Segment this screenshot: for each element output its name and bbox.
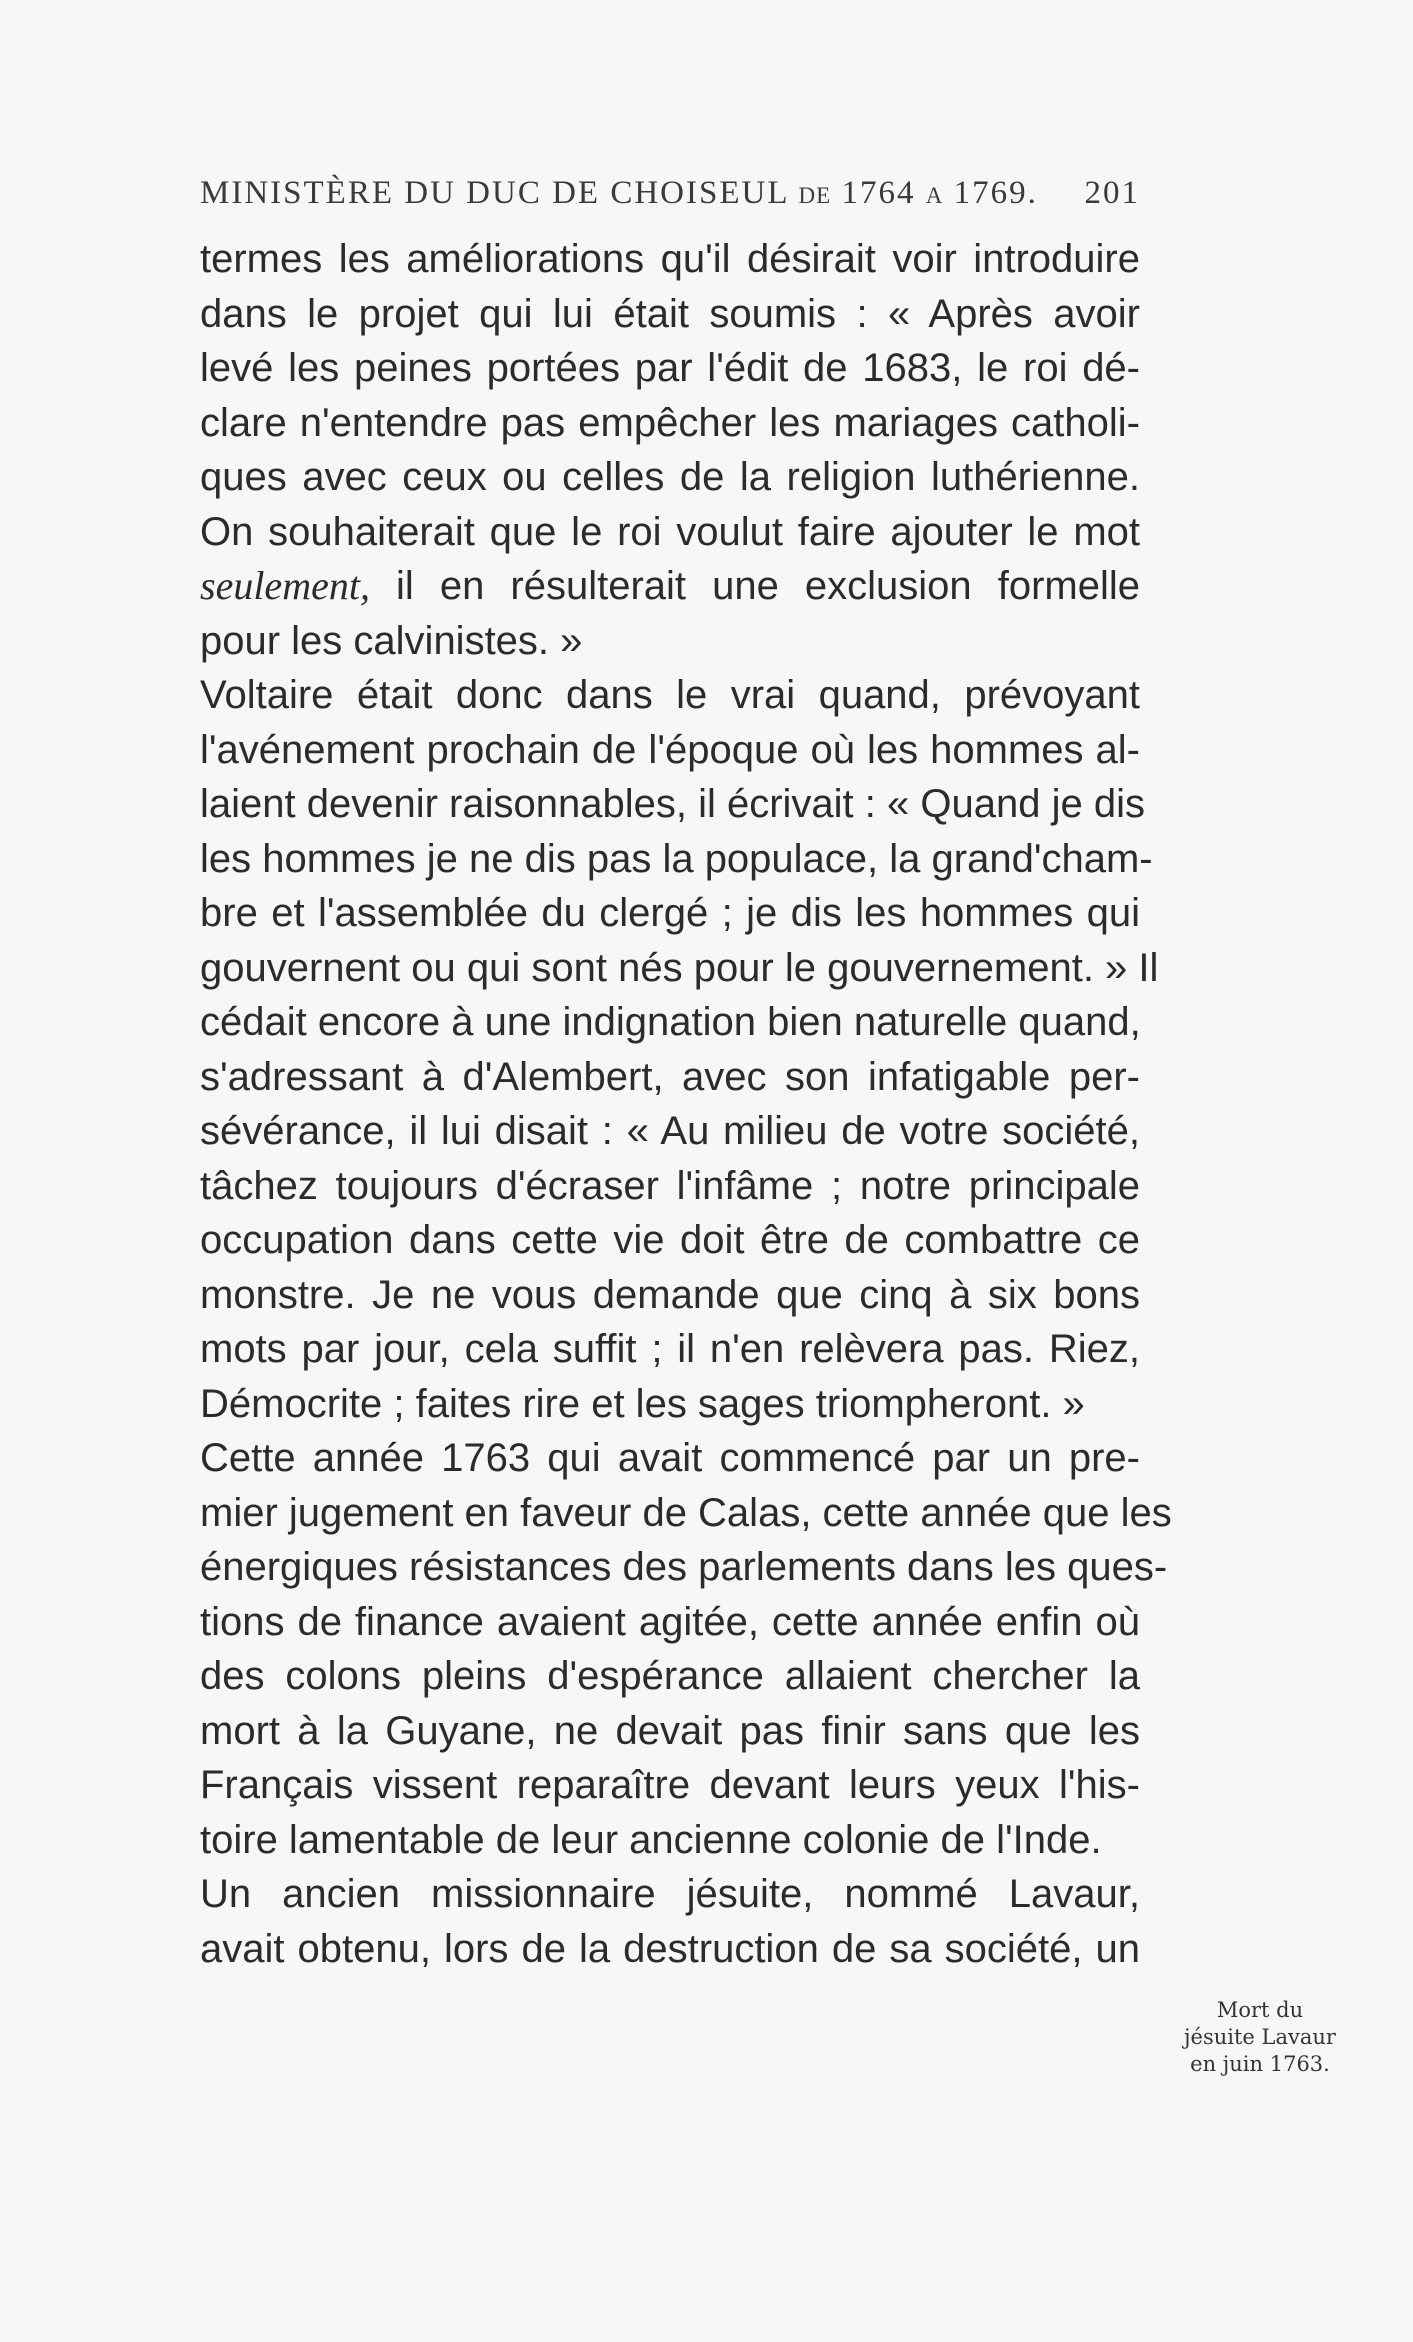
text-line-15: cédait encore à une indignation bien naturelle quand, bbox=[200, 1000, 1141, 1044]
text-line-28: mort à la Guyane, ne devait pas finir sans que les bbox=[200, 1708, 1140, 1753]
text-line-18: tâchez toujours d'écraser l'infâme ; notre principale bbox=[200, 1163, 1140, 1208]
text-line-6: On souhaiterait que le roi voulut faire ajouter le mot bbox=[200, 509, 1140, 554]
text-line-9: Voltaire était donc dans le vrai quand, prévoyant bbox=[200, 673, 1140, 717]
body-text bbox=[200, 232, 1172, 1976]
running-head bbox=[200, 175, 1140, 215]
text-line-24: mier jugement en faveur de Calas, cette année que les bbox=[200, 1490, 1172, 1535]
text-line-27: des colons pleins d'espérance allaient chercher la bbox=[200, 1654, 1140, 1698]
margin-note-line-3: en juin 1763. bbox=[1190, 2052, 1330, 2076]
margin-note bbox=[1160, 1997, 1360, 2078]
text-line-14: gouvernent ou qui sont nés pour le gouvernement. » Il bbox=[200, 945, 1159, 990]
text-line-11: laient devenir raisonnables, il écrivait : « Quand je dis bbox=[200, 782, 1145, 826]
running-head-a: A bbox=[925, 183, 944, 208]
text-line-10: l'avénement prochain de l'époque où les hommes al- bbox=[200, 727, 1140, 772]
text-line-12: les hommes je ne dis pas la populace, la grand'cham- bbox=[200, 836, 1153, 881]
page-number: 201 bbox=[1084, 175, 1140, 211]
text-line-7 bbox=[200, 559, 1140, 614]
text-line-1: termes les améliorations qu'il désirait voir introduire bbox=[200, 237, 1140, 281]
text-line-5: ques avec ceux ou celles de la religion luthérienne. bbox=[200, 455, 1140, 499]
text-line-16: s'adressant à d'Alembert, avec son infatigable per- bbox=[200, 1054, 1140, 1099]
text-line-20: monstre. Je ne vous demande que cinq à six bons bbox=[200, 1272, 1140, 1317]
text-line-29: Français vissent reparaître devant leurs yeux l'his- bbox=[200, 1763, 1140, 1807]
italic-word: seulement, bbox=[200, 563, 370, 608]
text-line-22: Démocrite ; faites rire et les sages triompheront. » bbox=[200, 1381, 1085, 1426]
text-line-8: pour les calvinistes. » bbox=[200, 618, 583, 663]
margin-note-line-1: Mort du bbox=[1216, 1998, 1304, 2022]
text-line-25: énergiques résistances des parlements dans les ques- bbox=[200, 1545, 1168, 1589]
text-line-13: bre et l'assemblée du clergé ; je dis les hommes qui bbox=[200, 891, 1140, 935]
running-head-main: MINISTÈRE DU DUC DE CHOISEUL bbox=[200, 175, 789, 211]
running-head-title bbox=[200, 175, 1038, 212]
running-head-year-start: 1764 bbox=[841, 175, 916, 211]
text-line-7-rest: il en résulterait une exclusion formelle bbox=[369, 564, 1140, 608]
text-line-19: occupation dans cette vie doit être de combattre ce bbox=[200, 1218, 1140, 1262]
text-line-3: levé les peines portées par l'édit de 1683, le roi dé- bbox=[200, 346, 1140, 390]
text-line-2: dans le projet qui lui était soumis : « Après avoir bbox=[200, 291, 1140, 336]
running-head-de: DE bbox=[798, 183, 832, 208]
text-line-21: mots par jour, cela suffit ; il n'en relèvera pas. Riez, bbox=[200, 1327, 1140, 1371]
margin-note-line-2: jésuite Lavaur bbox=[1184, 2025, 1336, 2049]
text-line-26: tions de finance avaient agitée, cette année enfin où bbox=[200, 1599, 1140, 1644]
text-line-30: toire lamentable de leur ancienne colonie de l'Inde. bbox=[200, 1817, 1102, 1862]
text-line-4: clare n'entendre pas empêcher les mariages catholi- bbox=[200, 400, 1140, 445]
text-line-32: avait obtenu, lors de la destruction de sa société, un bbox=[200, 1926, 1140, 1971]
text-line-17: sévérance, il lui disait : « Au milieu de votre société, bbox=[200, 1109, 1140, 1153]
text-line-31: Un ancien missionnaire jésuite, nommé Lavaur, bbox=[200, 1872, 1140, 1916]
text-line-23: Cette année 1763 qui avait commencé par un pre- bbox=[200, 1436, 1140, 1480]
running-head-year-end: 1769. bbox=[953, 175, 1038, 211]
